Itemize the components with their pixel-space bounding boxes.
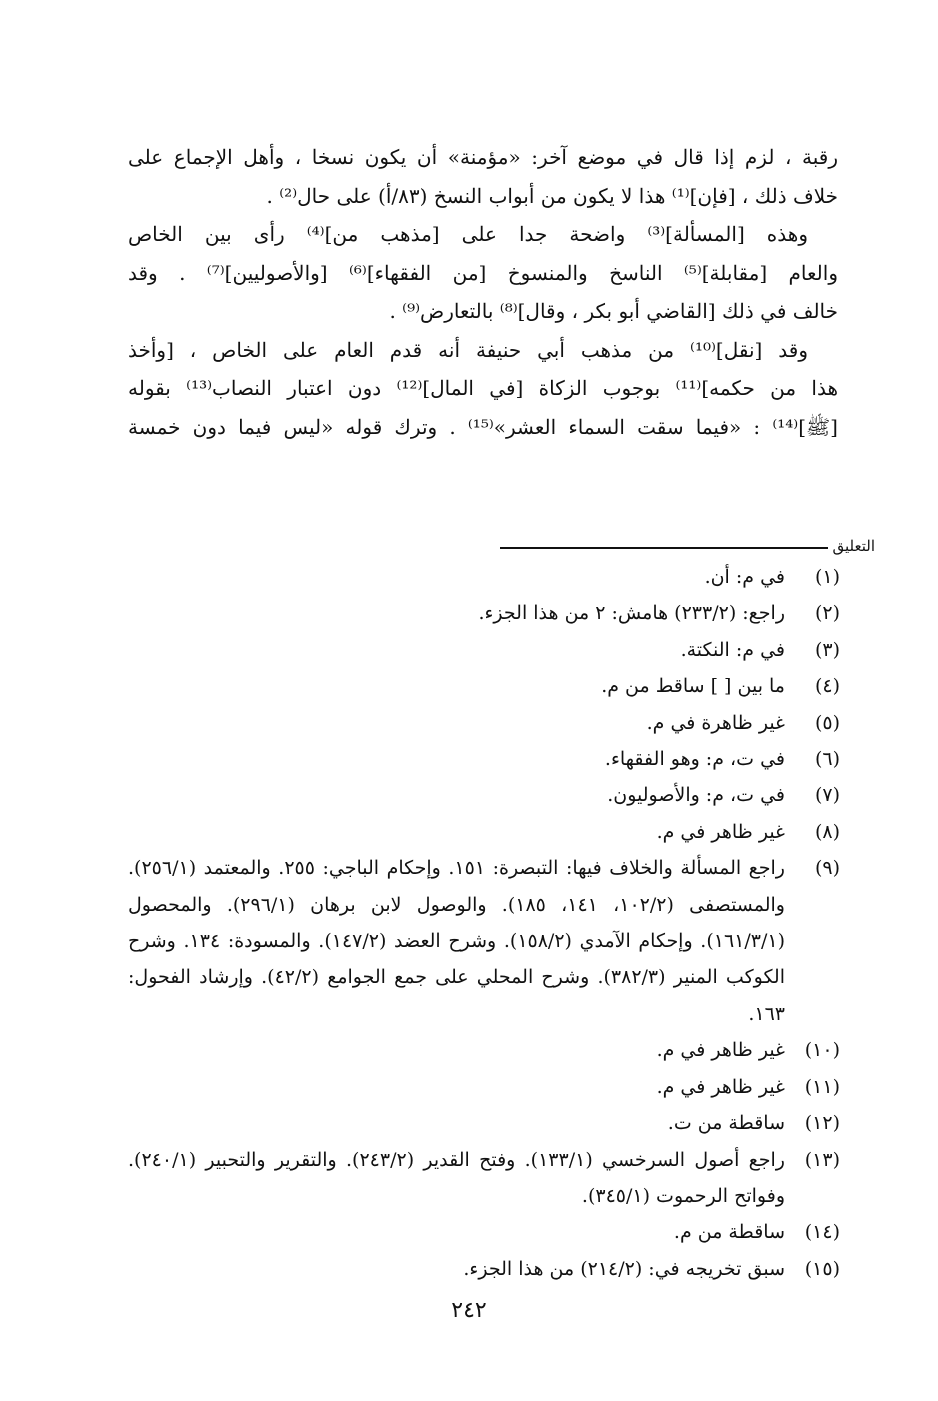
footnote-text: غير ظاهر في م. <box>656 1039 785 1062</box>
footnote <box>128 1105 840 1141</box>
footnote-text: راجع: (٢٣٣/٢) هامش: ٢ من هذا الجزء. <box>478 602 785 625</box>
footnote-number: (٤) <box>814 675 840 698</box>
footnote-number: (١٣) <box>804 1148 840 1171</box>
footnote <box>128 850 840 1032</box>
footnote-number: (١٠) <box>804 1039 840 1062</box>
footnote-text: راجع المسألة والخلاف فيها: التبصرة: ١٥١. وإحكام الباجي: ٢٥٥. والمعتمد (٢٥٦/١). والمستصفى (١٠٢/٢، ١٤١، ١٨٥). والوصول لابن برهان (٢٩٦/١). والمحصول (١٦١/٣/١). وإحكام الآمدي (١٥٨/٢). وشرح العضد (١٤٧/٢). والمسودة: ١٣٤. وشرح الكوكب المنير (٣٨٢/٣). وشرح المحلي على جمع الجوامع (٤٢/٢). وإرشاد الفحول: ١٦٣. <box>128 857 786 1025</box>
footnote-text: راجع أصول السرخسي (١٣٣/١). وفتح القدير (٢٤٣/٢). والتقرير والتحبير (٢٤٠/١). وفواتح الرحموت (٣٤٥/١). <box>128 1148 785 1207</box>
footnote-text: سبق تخريجه في: (٢١٤/٢) من هذا الجزء. <box>463 1257 785 1280</box>
footnote-text: في م: النكتة. <box>680 638 785 661</box>
footnote <box>128 814 840 850</box>
footnote-number: (٣) <box>814 638 840 661</box>
footnote <box>128 705 840 741</box>
footnote-text: غير ظاهر في م. <box>656 1075 785 1098</box>
text-line: [ﷺ]⁽¹⁴⁾ : «فيما سقت السماء العشر»⁽¹⁵⁾ . وترك قوله «ليس فيما دون خمسة <box>128 414 838 439</box>
footnote <box>128 595 840 631</box>
text-line: وقد [نقل]⁽¹⁰⁾ من مذهب أبي حنيفة أنه قدم العام على الخاص ، [وأخذ <box>128 337 809 362</box>
footnote-number: (٩) <box>814 857 840 880</box>
footnote-text: في ت، م: والأصوليون. <box>607 784 785 807</box>
footnote <box>128 1251 840 1287</box>
main-text <box>128 138 838 446</box>
footnote-text: ساقطة من م. <box>673 1221 785 1244</box>
text-line: وهذه [المسألة]⁽³⁾ واضحة جدا على [مذهب من]⁽⁴⁾ رأى بين الخاص <box>128 222 808 246</box>
footnote-text: غير ظاهرة في م. <box>646 711 785 734</box>
footnote-number: (٧) <box>814 784 840 807</box>
footnote-number: (٥) <box>814 711 840 734</box>
text-line: خالف في ذلك [القاضي أبو بكر ، وقال]⁽⁸⁾ بالتعارض⁽⁹⁾ . <box>389 299 838 323</box>
footnotes-divider <box>500 547 828 549</box>
footnote-number: (١٢) <box>804 1112 840 1135</box>
footnote-text: ما بين [ ] ساقط من م. <box>601 675 785 698</box>
footnote <box>128 559 840 595</box>
footnote-number: (١) <box>814 566 840 588</box>
footnotes-header-label: التعليق <box>832 537 875 555</box>
footnote-number: (١٥) <box>804 1257 840 1280</box>
footnote-number: (٨) <box>814 820 840 843</box>
footnote-number: (١٤) <box>804 1221 840 1244</box>
text-line: والعام [مقابلة]⁽⁵⁾ الناسخ والمنسوخ [من الفقهاء]⁽⁶⁾ [والأصوليين]⁽⁷⁾ . وقد <box>128 260 838 285</box>
page-number: ٢٤٢ <box>451 1298 487 1323</box>
footnote <box>128 1214 840 1250</box>
footnote-text: في م: أن. <box>704 566 785 588</box>
footnote-text: ساقطة من ت. <box>667 1112 785 1135</box>
footnote <box>128 668 840 704</box>
footnote <box>128 1142 840 1215</box>
footnote <box>128 1069 840 1105</box>
footnote <box>128 741 840 777</box>
footnote-number: (٦) <box>814 748 840 771</box>
footnote-text: في ت، م: وهو الفقهاء. <box>604 748 785 771</box>
footnote-number: (٢) <box>814 602 840 625</box>
text-line: خلاف ذلك ، [فإن]⁽¹⁾ هذا لا يكون من أبواب النسخ (٨٣/أ) على حال⁽²⁾ . <box>266 183 838 208</box>
footnote <box>128 632 840 668</box>
footnote <box>128 777 840 813</box>
text-line: رقبة ، لزم إذا قال في موضع آخر: «مؤمنة» أن يكون نسخا ، وأهل الإجماع على <box>128 145 838 169</box>
footnotes-header <box>500 536 875 558</box>
footnote-text: غير ظاهر في م. <box>656 820 785 843</box>
text-line: هذا من حكمه]⁽¹¹⁾ بوجوب الزكاة [في المال]⁽¹²⁾ دون اعتبار النصاب⁽¹³⁾ بقوله <box>128 376 838 400</box>
footnote-number: (١١) <box>804 1075 840 1098</box>
footnote <box>128 1032 840 1068</box>
footnotes-list <box>128 559 840 1287</box>
